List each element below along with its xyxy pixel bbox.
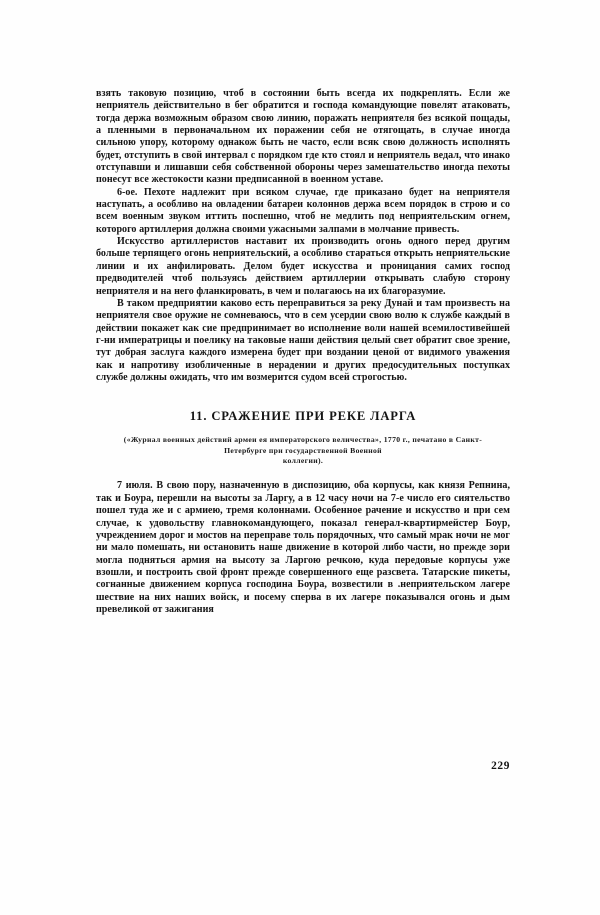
page-number: 229 (491, 760, 510, 772)
paragraph-danube-campaign: В таком предприятии каково есть переправиться за реку Дунай и там произвесть на неприятеля свое оружие не сомневаюсь, что в сем усердии свою волю к службе каждый в действии покажет как сие предпринимает во исполнение воли нашей всемилостивейшей г-ни императрицы и поелику на таковые наши действия целый свет обратит свое зрение, тут добрая заслуга каждого измерена будет при воздании ценой от видимого уважения как и напротиву изобличенные в нерадении и других предосудительных поступках службе должны ожидать, что им возмерится судом всей строгостью. (96, 297, 510, 383)
source-citation (116, 435, 490, 466)
section-heading-larga: 11. СРАЖЕНИЕ ПРИ РЕКЕ ЛАРГА (189, 409, 417, 424)
spacer-after-heading (96, 424, 510, 435)
page-text-block (96, 88, 510, 616)
paragraph-artillery: Искусство артиллеристов наставит их производить огонь одного перед другим больше терпящего огонь неприятельский, а особливо стараться открыть неприятельские линии и их анфилировать. Делом будет искусства и проницания самих господ предводителей чтоб пользуясь действием артиллерии открывать слабую сторону неприятеля и на него фланкировать, в чем и полагаюсь на их благоразумие. (96, 236, 510, 297)
source-citation-line-2: 1770 г., печатано в Санкт-Петербурге при государственной Военной (224, 435, 483, 455)
source-citation-line-3: коллегии). (282, 456, 324, 466)
paragraph-july-7-journal-entry: 7 июля. В свою пору, назначенную в диспозицию, оба корпусы, как князя Репнина, так и Боура, перешли на высоты за Ларгу, а в 12 часу ночи на 7-е число его сиятельство пошел туда же и с армиею, тремя колоннами. Особенное рачение и искусство и при сем случае, к удовольству главнокомандующего, показал генерал-квартирмейстер Боур, учреждением дорог и мостов на переправе толь порядочных, что самый мрак ночи не мог ни мало помешать, ни остановить наше движение в которой либо части, но прежде зори могла подняться армия на высоту за Ларгою речкою, куда передовые корпусы уже взошли, и построить свой фронт прежде совершенного еще разсвета. Татарские пикеты, согнанные движением корпуса господина Боура, возвестили в .неприятельском лагере шествие на них наших войск, и посему сперва в их лагере показывался огонь и дым превеликой от зажигания (96, 480, 510, 615)
source-citation-line-1: («Журнал военных действий армеи ея императорского величества», (123, 435, 382, 445)
paragraph-rule-6: 6-ое. Пехоте надлежит при всяком случае, где приказано будет на неприятеля наступать, а особливо на овладении батареи колоннов держа всем порядок в строю и со всем военным звуком иттить поспешно, чтоб не медлить под неприятельским огнем, которого артиллерия должна своими ужасными залпами в молчание привесть. (96, 186, 510, 235)
paragraph-continued-rule-5: взять таковую позицию, чтоб в состоянии быть всегда их подкреплять. Если же неприятель действительно в бег обратится и господа командующие повелят атаковать, тогда держа возможным образом свою линию, поражать неприятеля без всякой пощады, а пленными в первоначальном их поражении себя не отягощать, в случае иногда сильною упору, которому однакож быть не часто, если всяк свою должность исполнять будет, отступить в свой интервал с порядком где кто стоял и неприятель ведал, что инако отступавши и лишавши себя собственной обороны через замешательство иногда пехоты понесут все жестокости казни предписанной в военном уставе. (96, 88, 510, 186)
spacer-after-citation (96, 466, 510, 480)
spacer-before-heading (96, 384, 510, 409)
